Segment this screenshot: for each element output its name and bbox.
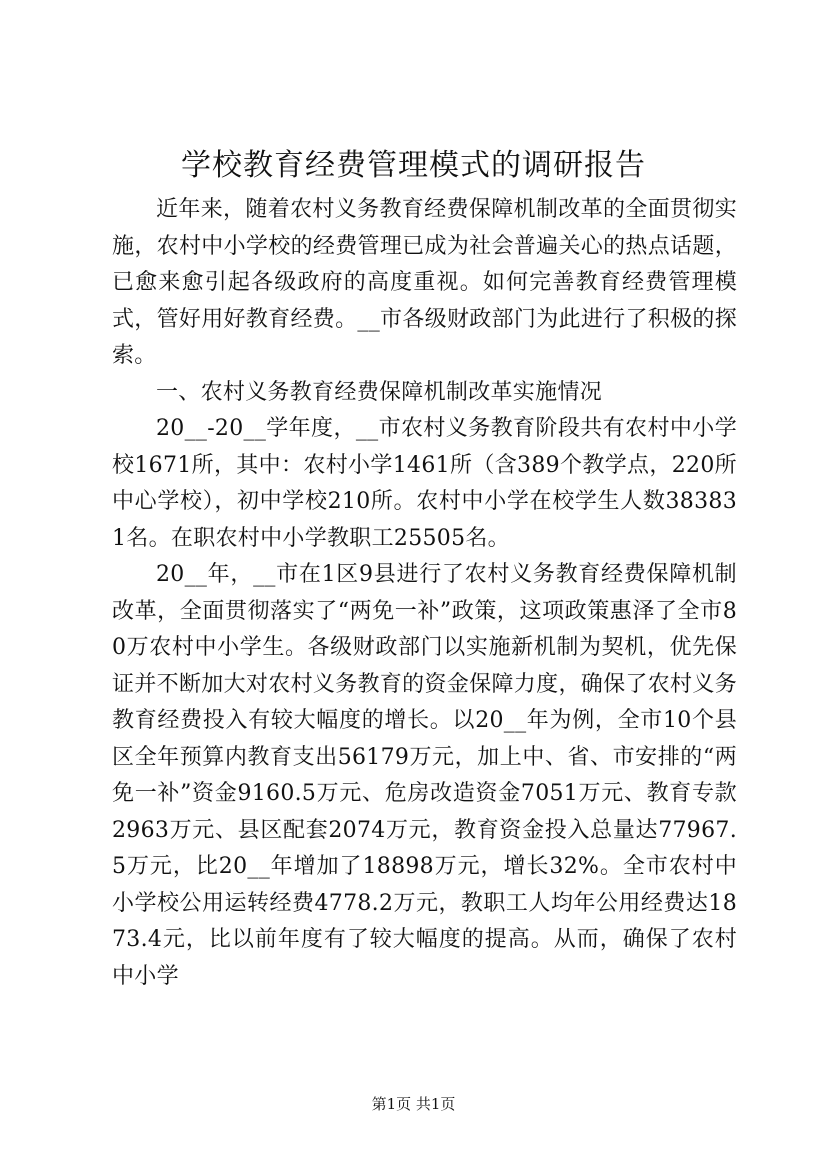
page-footer: 第1页 共1页	[371, 1095, 456, 1113]
section-heading: 一、农村义务教育经费保障机制改革实施情况	[156, 379, 603, 405]
document-body	[112, 192, 737, 995]
paragraph-intro: 近年来，随着农村义务教育经费保障机制改革的全面贯彻实施，农村中小学校的经费管理已成为社会普遍关心的热点话题，已愈来愈引起各级政府的高度重视。如何完善教育经费管理模式，管好用好教育经费。__市各级财政部门为此进行了积极的探索。	[112, 197, 737, 368]
paragraph-statistics: 20__-20__学年度，__市农村义务教育阶段共有农村中小学校1671所，其中：农村小学1461所（含389个教学点，220所中心学校），初中学校210所。农村中小学在校学生人数383831名。在职农村中小学教职工25505名。	[112, 416, 737, 551]
document-title: 学校教育经费管理模式的调研报告	[181, 148, 646, 183]
paragraph-reform: 20__年，__市在1区9县进行了农村义务教育经费保障机制改革，全面贯彻落实了“两免一补”政策，这项政策惠泽了全市80万农村中小学生。各级财政部门以实施新机制为契机，优先保证并不断加大对农村义务教育的资金保障力度，确保了农村义务教育经费投入有较大幅度的增长。以20__年为例，全市10个县区全年预算内教育支出56179万元，加上中、省、市安排的“两免一补”资金9160.5万元、危房改造资金7051万元、教育专款2963万元、县区配套2074万元，教育资金投入总量达77967.5万元，比20__年增加了18898万元，增长32%。全市农村中小学校公用运转经费4778.2万元，教职工人均年公用经费达1873.4元，比以前年度有了较大幅度的提高。从而，确保了农村中小学	[112, 562, 737, 989]
